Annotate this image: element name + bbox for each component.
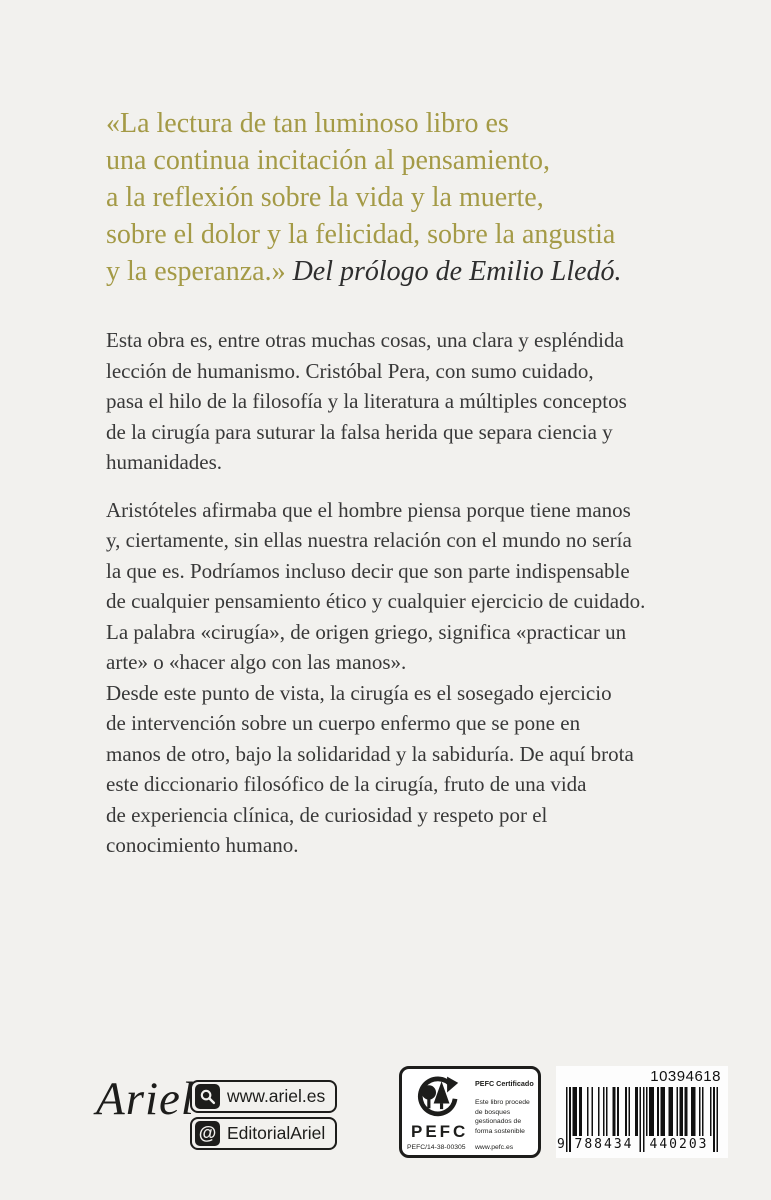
isbn-right-group: 440203 <box>646 1137 712 1152</box>
quote-line-1: «La lectura de tan luminoso libro es <box>106 108 509 139</box>
quote-closing: y la esperanza.» <box>106 256 286 287</box>
synopsis-paragraph-1 <box>106 325 766 478</box>
isbn-lead-digit: 9 <box>557 1137 565 1152</box>
quote-line-2: una continua incitación al pensamiento, <box>106 145 550 176</box>
pefc-certification-box <box>399 1066 541 1158</box>
social-link-pill[interactable] <box>190 1117 337 1150</box>
pefc-description: Este libro procede de bosques gestionados de forma sostenible <box>475 1099 530 1135</box>
product-number: 10394618 <box>650 1068 721 1085</box>
synopsis-line: manos de otro, bajo la solidaridad y la sabiduría. De aquí brota <box>106 741 634 766</box>
isbn-digits <box>556 1137 728 1153</box>
quote-line-3: a la reflexión sobre la vida y la muerte, <box>106 182 544 213</box>
synopsis-line: pasa el hilo de la filosofía y la literatura a múltiples conceptos <box>106 389 627 413</box>
synopsis-line: Aristóteles afirmaba que el hombre piensa porque tiene manos <box>106 497 631 522</box>
pefc-trees-logo-icon <box>412 1075 460 1126</box>
pefc-url: www.pefc.es <box>475 1144 514 1151</box>
pefc-license-code: PEFC/14-38-00305 <box>407 1144 466 1151</box>
quote-line-5 <box>106 253 746 290</box>
website-url: www.ariel.es <box>227 1086 326 1106</box>
synopsis-line: y, ciertamente, sin ellas nuestra relación con el mundo no sería <box>106 528 632 552</box>
synopsis-line: de experiencia clínica, de curiosidad y respeto por el <box>106 802 548 827</box>
quote-block <box>106 105 746 290</box>
synopsis-line: Desde este punto de vista, la cirugía es el sosegado ejercicio <box>106 680 612 705</box>
synopsis-line: de cualquier pensamiento ético y cualquier ejercicio de cuidado. <box>106 589 646 613</box>
social-handle: EditorialAriel <box>227 1123 326 1143</box>
synopsis-line: La palabra «cirugía», de origen griego, significa «practicar un <box>106 619 627 644</box>
synopsis-line: Esta obra es, entre otras muchas cosas, una clara y espléndida <box>106 328 624 352</box>
at-sign-icon: @ <box>195 1121 220 1146</box>
pefc-wordmark: PEFC <box>411 1122 469 1141</box>
isbn-left-group: 788434 <box>571 1137 637 1152</box>
synopsis-line: la que es. Podríamos incluso decir que son parte indispensable <box>106 558 630 583</box>
publisher-links <box>190 1080 337 1154</box>
publisher-logo-ariel: Ariel <box>96 1073 195 1125</box>
synopsis-line: de la cirugía para suturar la falsa herida que separa ciencia y <box>106 419 613 444</box>
barcode-box <box>556 1066 728 1158</box>
synopsis <box>106 325 766 878</box>
synopsis-line: humanidades. <box>106 450 223 474</box>
synopsis-line: lección de humanismo. Cristóbal Pera, con sumo cuidado, <box>106 358 594 383</box>
synopsis-paragraph-2 <box>106 495 766 861</box>
synopsis-line: este diccionario filosófico de la cirugía, fruto de una vida <box>106 772 587 796</box>
synopsis-line: arte» o «hacer algo con las manos». <box>106 650 407 674</box>
synopsis-line: conocimiento humano. <box>106 833 299 857</box>
website-link-pill[interactable] <box>190 1080 337 1113</box>
quote-attribution: Del prólogo de Emilio Lledó. <box>292 256 622 287</box>
quote-line-4: sobre el dolor y la felicidad, sobre la angustia <box>106 219 616 250</box>
pefc-certificate-title: PEFC Certificado <box>475 1079 534 1088</box>
search-icon <box>195 1084 220 1109</box>
synopsis-line: de intervención sobre un cuerpo enfermo que se pone en <box>106 711 581 735</box>
